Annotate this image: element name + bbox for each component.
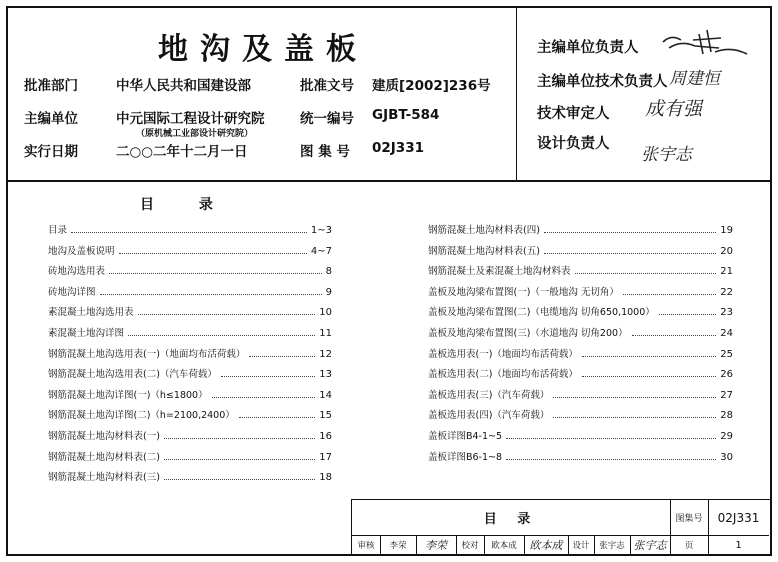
toc-entry-title: 盖板详图B6-1~8 xyxy=(428,451,503,463)
toc-entry[interactable] xyxy=(428,385,733,401)
toc-entry-page: 22 xyxy=(720,286,733,298)
toc-entry-title: 盖板选用表(二)（地面均布活荷载） xyxy=(428,369,578,381)
toc-entry[interactable] xyxy=(48,405,332,421)
toc-leader-dots xyxy=(212,397,316,398)
toc-entry[interactable] xyxy=(48,364,332,380)
toc-entry-title: 地沟及盖板说明 xyxy=(48,245,115,257)
toc-entry-title: 素混凝土地沟选用表 xyxy=(48,307,134,319)
tech-reviewer-role: 技术审定人 xyxy=(537,106,610,122)
toc-leader-dots xyxy=(119,253,307,254)
toc-entry[interactable] xyxy=(428,302,733,318)
toc-leader-dots xyxy=(632,335,717,336)
toc-entry-page: 1~3 xyxy=(310,225,332,236)
toc-leader-dots xyxy=(553,417,716,418)
toc-entry-page: 24 xyxy=(720,328,733,339)
toc-leader-dots xyxy=(239,417,315,418)
toc-entry-page: 11 xyxy=(319,328,332,339)
atlas-no-label: 图 集 号 xyxy=(300,144,350,160)
toc-entry[interactable] xyxy=(428,261,733,277)
toc-title: 目 录 xyxy=(140,197,233,213)
toc-entry[interactable] xyxy=(428,364,733,380)
reviewer-name: 李荣 xyxy=(389,541,407,551)
toc-entry[interactable] xyxy=(48,447,332,463)
title-block-divider xyxy=(568,535,569,554)
design-label: 设计 xyxy=(572,541,590,551)
toc-entry-title: 砖地沟选用表 xyxy=(48,266,106,278)
toc-leader-dots xyxy=(623,294,716,295)
title-block-divider xyxy=(416,535,417,554)
toc-entry-page: 16 xyxy=(319,431,332,442)
toc-entry-title: 钢筋混凝土地沟材料表(四) xyxy=(428,225,540,236)
toc-entry-page: 4~7 xyxy=(310,245,332,257)
designer-signature: 张宇志 xyxy=(633,539,667,552)
approval-dept-value: 中华人民共和国建设部 xyxy=(116,78,251,94)
tech-director-signature: 周建恒 xyxy=(669,69,720,89)
toc-entry-page: 30 xyxy=(720,451,733,463)
reviewer-signature: 李荣 xyxy=(425,539,447,552)
toc-entry-title: 盖板选用表(四)（汽车荷载） xyxy=(428,410,550,422)
toc-leader-dots xyxy=(582,376,716,377)
toc-leader-dots xyxy=(544,232,716,233)
toc-entry-page: 10 xyxy=(319,307,332,319)
designer-name: 张宇志 xyxy=(599,541,625,551)
toc-entry-title: 目录 xyxy=(48,225,68,236)
approval-doc-value: 建质[2002]236号 xyxy=(372,78,491,94)
toc-entry[interactable] xyxy=(48,467,332,483)
toc-leader-dots xyxy=(100,294,322,295)
effective-date-label: 实行日期 xyxy=(24,144,78,160)
toc-entry[interactable] xyxy=(48,426,332,442)
toc-entry-title: 钢筋混凝土地沟材料表(一) xyxy=(48,431,160,442)
toc-entry-page: 13 xyxy=(319,369,332,381)
toc-entry[interactable] xyxy=(428,220,733,236)
toc-leader-dots xyxy=(221,376,315,377)
toc-leader-dots xyxy=(249,356,315,357)
toc-leader-dots xyxy=(544,253,716,254)
toc-entry-title: 钢筋混凝土地沟选用表(二)（汽车荷载） xyxy=(48,369,217,381)
review-label: 审核 xyxy=(357,541,375,551)
toc-entry[interactable] xyxy=(428,405,733,421)
check-label: 校对 xyxy=(461,541,479,551)
toc-entry[interactable] xyxy=(428,282,733,298)
toc-entry-title: 钢筋混凝土地沟材料表(二) xyxy=(48,451,160,463)
chief-editor-signature xyxy=(659,26,751,56)
toc-entry-page: 8 xyxy=(325,266,332,278)
toc-leader-dots xyxy=(506,438,716,439)
title-block-divider xyxy=(456,535,457,554)
toc-leader-dots xyxy=(164,459,315,460)
toc-entry-page: 28 xyxy=(720,410,733,422)
title-block-divider xyxy=(484,535,485,554)
editor-unit-former-name: （原机械工业部设计研究院） xyxy=(136,129,254,139)
drawing-sheet xyxy=(6,6,772,556)
unified-no-label: 统一编号 xyxy=(300,111,354,127)
toc-entry[interactable] xyxy=(428,344,733,360)
toc-entry[interactable] xyxy=(48,220,332,236)
approval-doc-label: 批准文号 xyxy=(300,78,354,94)
unified-no-value: GJBT-584 xyxy=(372,107,440,123)
cover-header xyxy=(8,8,770,182)
toc-entry-page: 21 xyxy=(720,266,733,278)
title-block-divider xyxy=(380,535,381,554)
toc-leader-dots xyxy=(128,335,315,336)
toc-entry-page: 29 xyxy=(720,431,733,442)
toc-entry[interactable] xyxy=(48,323,332,339)
toc-entry-title: 砖地沟详图 xyxy=(48,286,96,298)
editor-unit-value: 中元国际工程设计研究院 xyxy=(116,111,265,127)
atlas-no-value: 02J331 xyxy=(372,140,424,156)
tech-reviewer-signature: 成有强 xyxy=(645,98,703,120)
toc-entry[interactable] xyxy=(428,447,733,463)
toc-entry-page: 14 xyxy=(319,389,332,401)
toc-entry-title: 盖板选用表(三)（汽车荷载） xyxy=(428,389,550,401)
toc-leader-dots xyxy=(506,459,716,460)
responsible-persons xyxy=(516,8,771,180)
toc-entry-title: 盖板选用表(一)（地面均布活荷载） xyxy=(428,348,578,360)
toc-entry-page: 12 xyxy=(319,348,332,360)
toc-entry[interactable] xyxy=(48,344,332,360)
toc-entry-page: 19 xyxy=(720,225,733,236)
page-label-cell: 页 xyxy=(684,541,694,551)
toc-leader-dots xyxy=(553,397,716,398)
editor-unit-label: 主编单位 xyxy=(24,111,78,127)
toc-entry-title: 钢筋混凝土地沟选用表(一)（地面均布活荷载） xyxy=(48,348,246,360)
atlas-no-cell: 02J331 xyxy=(717,510,760,525)
toc-entry-page: 27 xyxy=(720,389,733,401)
toc-entry-page: 15 xyxy=(319,410,332,422)
toc-entry-title: 盖板及地沟梁布置图(二)（电缆地沟 切角650,1000） xyxy=(428,307,655,319)
toc-entry[interactable] xyxy=(428,426,733,442)
title-block xyxy=(351,499,771,555)
checker-signature: 欧本成 xyxy=(529,539,563,552)
title-block-divider xyxy=(352,535,769,536)
design-lead-signature: 张宇志 xyxy=(641,145,692,165)
toc-entry-title: 盖板及地沟梁布置图(三)（水道地沟 切角200） xyxy=(428,328,628,339)
toc-entry-page: 23 xyxy=(720,307,733,319)
title-block-divider xyxy=(670,500,671,554)
design-lead-role: 设计负责人 xyxy=(537,136,610,152)
toc-entry[interactable] xyxy=(428,241,733,257)
toc-leader-dots xyxy=(138,314,316,315)
atlas-no-label-cell: 图集号 xyxy=(675,514,703,524)
toc-leader-dots xyxy=(109,273,322,274)
atlas-title: 地沟及盖板 xyxy=(158,32,368,67)
toc-entry[interactable] xyxy=(48,282,332,298)
checker-name: 欧本成 xyxy=(491,541,517,551)
chief-editor-role: 主编单位负责人 xyxy=(537,40,639,56)
toc-leader-dots xyxy=(575,273,717,274)
tech-director-role: 主编单位技术负责人 xyxy=(537,74,668,90)
toc-entry-page: 9 xyxy=(325,286,332,298)
toc-entry-title: 盖板及地沟梁布置图(一)（一般地沟 无切角） xyxy=(428,286,619,298)
toc-entry-title: 钢筋混凝土地沟材料表(三) xyxy=(48,472,160,484)
toc-entry-page: 26 xyxy=(720,369,733,381)
page-no-cell: 1 xyxy=(735,539,742,551)
toc-entry[interactable] xyxy=(48,241,332,257)
toc-entry-page: 25 xyxy=(720,348,733,360)
toc-leader-dots xyxy=(659,314,717,315)
toc-entry-title: 钢筋混凝土地沟详图(二)（h=2100,2400） xyxy=(48,410,235,422)
approval-dept-label: 批准部门 xyxy=(24,78,78,94)
toc-entry-page: 18 xyxy=(319,472,332,484)
toc-leader-dots xyxy=(71,232,307,233)
effective-date-value: 二○○二年十二月一日 xyxy=(116,144,248,160)
toc-entry-title: 盖板详图B4-1~5 xyxy=(428,431,503,442)
toc-entry[interactable] xyxy=(48,385,332,401)
title-block-divider xyxy=(708,500,709,554)
toc-leader-dots xyxy=(164,438,315,439)
title-block-divider xyxy=(630,535,631,554)
toc-entry-title: 钢筋混凝土地沟详图(一)（h≤1800） xyxy=(48,389,208,401)
title-block-divider xyxy=(524,535,525,554)
toc-entry-page: 17 xyxy=(319,451,332,463)
toc-leader-dots xyxy=(164,479,315,480)
toc-entry-title: 钢筋混凝土及素混凝土地沟材料表 xyxy=(428,266,571,278)
toc-entry-title: 钢筋混凝土地沟材料表(五) xyxy=(428,245,540,257)
toc-entry[interactable] xyxy=(48,302,332,318)
toc-entry[interactable] xyxy=(48,261,332,277)
toc-entry-title: 素混凝土地沟详图 xyxy=(48,328,125,339)
toc-entry[interactable] xyxy=(428,323,733,339)
toc-leader-dots xyxy=(582,356,716,357)
title-block-name: 目 录 xyxy=(483,512,539,527)
toc-entry-page: 20 xyxy=(720,245,733,257)
title-block-divider xyxy=(594,535,595,554)
